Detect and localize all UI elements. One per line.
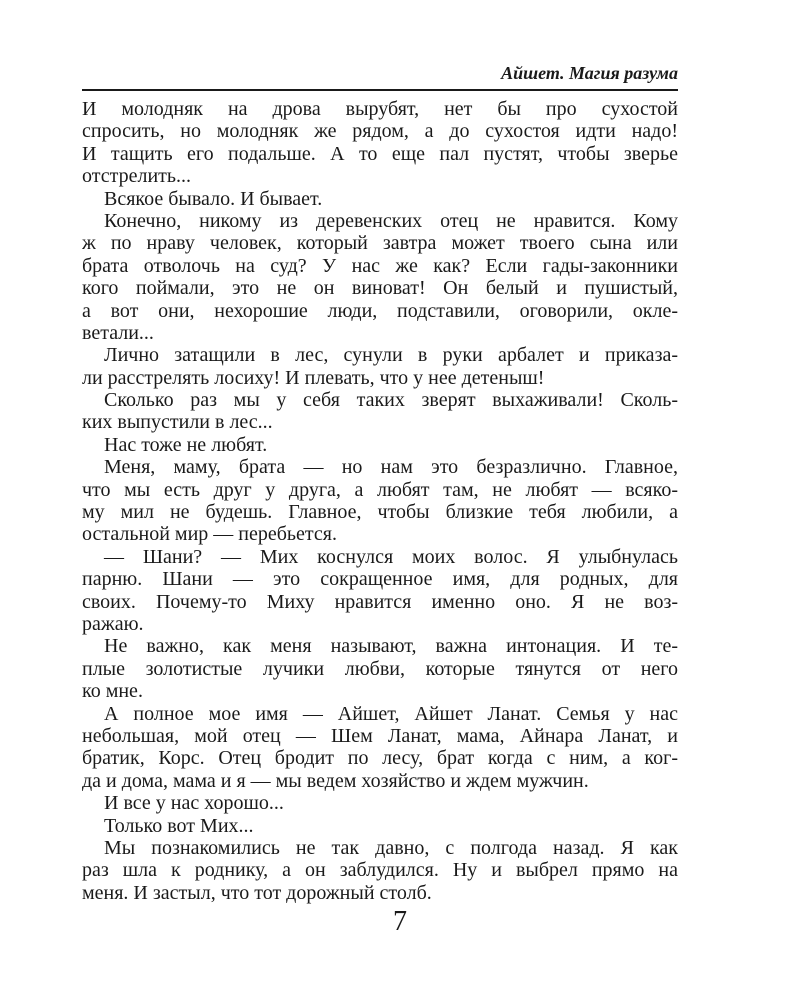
text-line: спросить, но молодняк же рядом, а до сухостоя идти надо! — [82, 120, 678, 143]
text-line: И тащить его подальше. А то еще пал пустят, чтобы зверье — [82, 142, 678, 165]
text-line: Сколько раз мы у себя таких зверят выхаживали! Сколь- — [104, 389, 678, 412]
text-line: ж по нраву человек, который завтра может твоего сына или — [82, 232, 678, 255]
text-line: му мил не будешь. Главное, чтобы близкие тебя любили, а — [82, 501, 678, 524]
text-line: кого поймали, это не он виноват! Он белый и пушистый, — [82, 277, 678, 300]
text-line: ли расстрелять лосиху! И плевать, что у нее детеныш! — [82, 366, 545, 389]
text-line: ражаю. — [82, 612, 144, 635]
text-line: меня. И застыл, что тот дорожный столб. — [82, 881, 432, 904]
text-line: отстрелить... — [82, 165, 192, 188]
text-line: И молодняк на дрова вырубят, нет бы про сухостой — [82, 98, 678, 120]
text-line: ветали... — [82, 321, 154, 344]
text-line: а вот они, нехорошие люди, подставили, оговорили, окле- — [82, 299, 678, 322]
text-line: остальной мир — перебьется. — [82, 523, 337, 546]
text-line: своих. Почему-то Миху нравится именно оно. Я не воз- — [82, 590, 678, 613]
text-line: Нас тоже не любят. — [104, 433, 268, 456]
page-number: 7 — [393, 906, 407, 937]
text-line: Конечно, никому из деревенских отец не нравится. Кому — [104, 209, 678, 232]
header-rule — [82, 89, 678, 91]
text-line: что мы есть друг у друга, а любят там, не любят — всяко- — [82, 478, 678, 501]
text-line: И все у нас хорошо... — [104, 792, 284, 815]
text-line: парню. Шани — это сокращенное имя, для родных, для — [82, 568, 678, 591]
text-line: Лично затащили в лес, сунули в руки арбалет и приказа- — [104, 344, 678, 367]
text-line: да и дома, мама и я — мы ведем хозяйство и ждем мужчин. — [82, 769, 589, 792]
text-line: небольшая, мой отец — Шем Ланат, мама, Айнара Ланат, и — [82, 724, 678, 747]
text-line: плые золотистые лучики любви, которые тянутся от него — [82, 657, 678, 680]
text-line: раз шла к роднику, а он заблудился. Ну и выбрел прямо на — [82, 859, 678, 882]
text-line: Всякое бывало. И бывает. — [104, 187, 323, 210]
text-line: Мы познакомились не так давно, с полгода назад. Я как — [104, 836, 678, 859]
text-line: братик, Корс. Отец бродит по лесу, брат когда с ним, а ког- — [82, 747, 678, 770]
text-line: Меня, маму, брата — но нам это безразлично. Главное, — [104, 456, 678, 479]
running-header-title: Айшет. Магия разума — [501, 63, 678, 83]
text-line: А полное мое имя — Айшет, Айшет Ланат. Семья у нас — [104, 702, 678, 725]
text-line: брата отволочь на суд? У нас же как? Если гады-законники — [82, 254, 678, 277]
body-text — [82, 98, 678, 904]
text-line: ко мне. — [82, 680, 143, 703]
text-line: Только вот Мих... — [104, 814, 254, 837]
text-line: — Шани? — Мих коснулся моих волос. Я улыбнулась — [104, 545, 678, 568]
text-line: ких выпустили в лес... — [82, 411, 273, 434]
text-line: Не важно, как меня называют, важна интонация. И те- — [104, 635, 678, 658]
